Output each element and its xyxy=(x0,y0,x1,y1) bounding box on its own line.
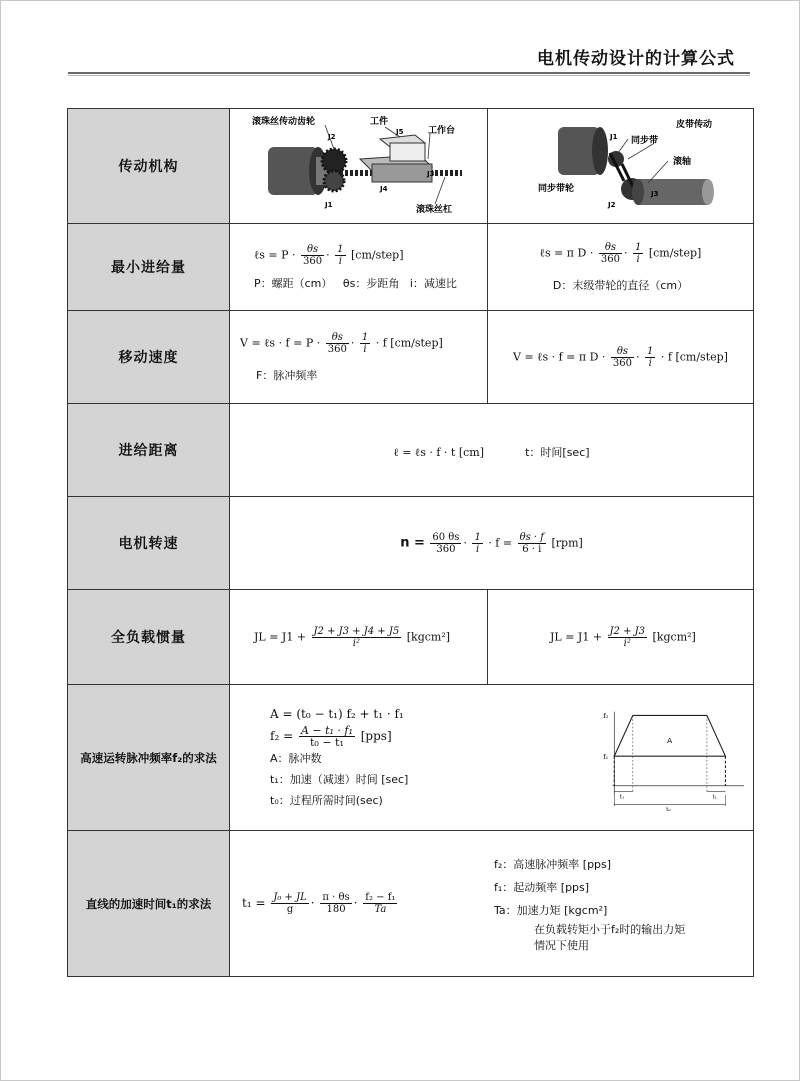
formula-lhs: n = xyxy=(400,535,425,550)
formula-unit: [cm/step] xyxy=(648,246,702,259)
label-roller: 滚轴 xyxy=(673,157,692,167)
label-belt-drive: 皮带传动 xyxy=(676,120,713,130)
note-pulse-count: A：脉冲数 xyxy=(270,752,322,765)
formula-lhs: V = ℓs · f = P · xyxy=(240,336,321,349)
note-accel-time: t₁：加速（减速）时间 [sec] xyxy=(270,773,409,786)
frac-num: θs · f xyxy=(519,531,544,543)
table-row xyxy=(68,224,754,311)
label-ballscrew-gear: 滚珠丝传动齿轮 xyxy=(252,117,316,127)
frac-den: 360 xyxy=(436,543,456,555)
note-condition-2: 情况下使用 xyxy=(534,939,589,952)
trapezoid-profile-chart xyxy=(568,698,753,818)
frac-num: 1 xyxy=(647,345,654,357)
label-j2: J2 xyxy=(328,133,336,141)
frac-den: i xyxy=(648,357,652,369)
formula-unit: [kgcm²] xyxy=(652,630,696,643)
formula-unit: [pps] xyxy=(360,729,392,743)
formula-unit: [cm/step] xyxy=(390,336,443,349)
frac-den: i xyxy=(363,343,367,355)
ballscrew-diagram-cell xyxy=(230,109,488,224)
table-row xyxy=(68,109,754,224)
formula-table xyxy=(67,108,754,977)
frac-num: θs xyxy=(599,242,622,254)
frac-num: θs xyxy=(611,346,634,358)
table-row xyxy=(68,685,754,831)
frac-num: A − t₁ · f₁ xyxy=(300,724,353,737)
ballscrew-diagram xyxy=(230,109,486,219)
frac-den: i² xyxy=(352,637,360,649)
frac-den: Ta xyxy=(374,904,387,915)
label-j3: J3 xyxy=(427,170,435,178)
frac-den: 360 xyxy=(327,343,347,355)
label-workpiece: 工件 xyxy=(370,117,389,127)
note-time: t：时间[sec] xyxy=(525,445,590,459)
note-high-freq: f₂：高速脉冲频率 [pps] xyxy=(494,858,612,871)
formula-tail: · f xyxy=(375,336,387,349)
table-row xyxy=(68,311,754,404)
frac-num: θs xyxy=(326,332,349,344)
note-step-angle: θs：步距角 xyxy=(342,276,400,290)
formula-lhs: JL = J1 + xyxy=(550,630,603,643)
note-accel-torque: Ta：加速力矩 [kgcm²] xyxy=(494,904,608,917)
frac-den: t₀ − t₁ xyxy=(310,736,344,749)
inertia-right xyxy=(488,590,754,685)
label-f1: f₁ xyxy=(602,752,608,761)
label-ballscrew: 滚珠丝杠 xyxy=(416,205,453,215)
note-pitch: P：螺距（cm） xyxy=(254,276,333,290)
belt-diagram xyxy=(488,109,752,219)
label-j1: J1 xyxy=(325,201,333,209)
label-timing-pulley: 同步带轮 xyxy=(538,184,575,194)
row-label: 直线的加速时间t₁的求法 xyxy=(68,831,230,977)
table-row xyxy=(68,497,754,590)
label-belt-j2: J2 xyxy=(608,201,616,209)
formula-mid: · f = xyxy=(488,536,513,549)
label-worktable: 工作台 xyxy=(428,126,456,136)
formula-unit: [kgcm²] xyxy=(406,630,451,643)
label-j5: J5 xyxy=(396,128,404,136)
label-belt-j1: J1 xyxy=(610,133,618,141)
formula-lhs: JL = J1 + xyxy=(254,630,307,643)
motor-speed-cell: n = $\frac{60 \theta s}{360}$ · $\frac{1}{i}$ · f = $\frac{\theta s \cdot f}{6 \cdot i}$ [rpm] xyxy=(230,497,754,590)
label-t0: t₀ xyxy=(665,806,671,813)
frac-num: J₀ + JL xyxy=(273,892,307,903)
frac-den: 6 · i xyxy=(522,543,542,555)
note-condition-1: 在负载转矩小于f₂时的输出力矩 xyxy=(534,923,686,936)
frac-num: J2 + J3 xyxy=(609,625,646,637)
frac-den: i xyxy=(338,255,342,267)
note-reduction: i：减速比 xyxy=(409,276,457,290)
feed-distance-cell xyxy=(230,404,754,497)
speed-left: V = ℓs · f = P · $\frac{\theta s}{360}$ · $\frac{1}{i}$ · f [cm/step] F：脉冲频率 xyxy=(230,311,488,404)
note-pulse-frequency: F：脉冲频率 xyxy=(256,368,318,382)
frac-num: π · θs xyxy=(322,892,350,903)
eq-pulse-count: A = (t₀ − t₁) f₂ + t₁ · f₁ xyxy=(270,707,404,721)
min-feed-right: ℓs = π D · $\frac{\theta s}{360}$ · $\frac{1}{i}$ [cm/step] D：末级带轮的直径（cm） xyxy=(488,224,754,311)
label-j4: J4 xyxy=(380,185,388,193)
label-timing-belt: 同步带 xyxy=(631,136,659,146)
page-title: 电机传动设计的计算公式 xyxy=(537,49,735,69)
frac-num: 60 θs xyxy=(432,531,460,543)
formula-distance: ℓ = ℓs · f · t [cm] xyxy=(393,445,484,459)
frac-num: 1 xyxy=(361,331,369,343)
frac-den: 360 xyxy=(612,357,633,369)
frac-num: J2 + J3 + J4 + J5 xyxy=(313,625,400,637)
belt-diagram-cell xyxy=(488,109,754,224)
table-row xyxy=(68,831,754,977)
frac-num: 1 xyxy=(337,243,344,255)
inertia-left xyxy=(230,590,488,685)
title-rule xyxy=(68,72,750,74)
table-row xyxy=(68,590,754,685)
label-t1-right: t₁ xyxy=(712,794,717,801)
frac-num: 1 xyxy=(634,241,642,253)
title-rule-light xyxy=(68,75,750,76)
frac-den: i xyxy=(636,253,640,265)
row-label: 传动机构 xyxy=(68,109,230,224)
frac-den: i² xyxy=(623,637,631,649)
min-feed-left: ℓs = P · $\frac{\theta s}{360}$ · $\frac{1}{i}$ [cm/step] P：螺距（cm） θs：步距角 i：减速比 xyxy=(230,224,488,311)
label-area-a: A xyxy=(666,735,672,745)
speed-right: V = ℓs · f = π D · $\frac{\theta s}{360}$ · $\frac{1}{i}$ · f [cm/step] xyxy=(488,311,754,404)
formula-lhs: V = ℓs · f = π D · xyxy=(513,350,606,363)
frac-den: 360 xyxy=(303,255,323,267)
frac-den: 360 xyxy=(600,253,620,265)
frac-num: θs xyxy=(301,244,324,256)
frac-num: f₂ − f₁ xyxy=(365,892,396,903)
row-label: 全负载惯量 xyxy=(68,590,230,685)
formula-unit: [cm/step] xyxy=(675,350,728,363)
table-row xyxy=(68,404,754,497)
label-f2: f₂ xyxy=(602,711,608,720)
row-label: 进给距离 xyxy=(68,404,230,497)
high-speed-cell xyxy=(230,685,754,831)
frac-den: g xyxy=(286,904,294,915)
note-start-freq: f₁：起动频率 [pps] xyxy=(494,881,590,894)
row-label: 移动速度 xyxy=(68,311,230,404)
formula-unit: [rpm] xyxy=(551,536,583,549)
frac-den: i xyxy=(476,543,480,555)
frac-den: 180 xyxy=(326,904,346,915)
row-label: 高速运转脉冲频率f₂的求法 xyxy=(68,685,230,831)
note-diameter: D：末级带轮的直径（cm） xyxy=(552,278,689,292)
frac-num: 1 xyxy=(474,531,481,543)
formula-lhs: f₂ = xyxy=(270,729,294,743)
formula-unit: [cm/step] xyxy=(351,248,404,261)
formula-lhs: t₁ = xyxy=(242,896,266,910)
label-belt-j3: J3 xyxy=(651,190,659,198)
formula-tail: · f xyxy=(660,350,672,363)
label-t1-left: t₁ xyxy=(619,794,625,801)
row-label: 最小进给量 xyxy=(68,224,230,311)
accel-time-cell: t₁ = $\frac{\text{J₀ + JL}}{g}$ · $\frac{\pi \cdot \theta s}{180}$ · $\frac{\text{f₂ − f₁}}{Ta}$ f₂：高速脉冲频率 [pps] f₁：起动频率 [pps] Ta：加速力矩 [kgcm²] 在负载转矩小于f₂时的输出力矩 情况下使用 xyxy=(230,831,754,977)
note-process-time: t₀：过程所需时间(sec) xyxy=(270,794,383,807)
row-label: 电机转速 xyxy=(68,497,230,590)
formula-lhs: ℓs = P · xyxy=(254,248,296,261)
formula-lhs: ℓs = π D · xyxy=(539,246,594,259)
